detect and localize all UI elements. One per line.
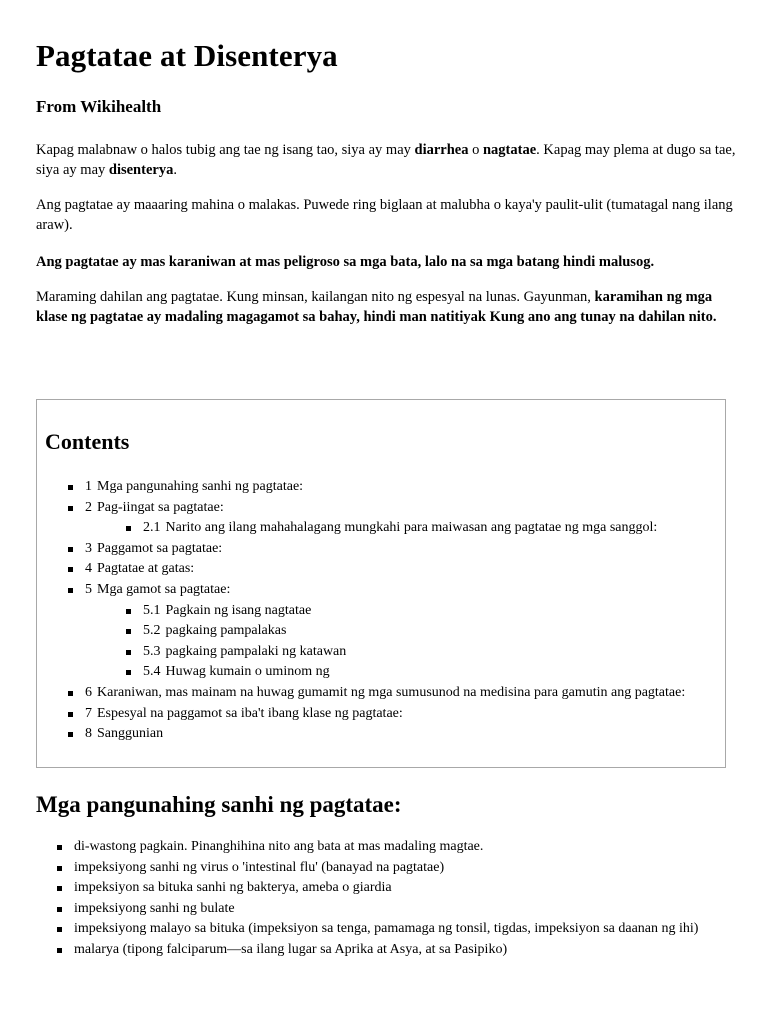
intro-paragraph-3 (36, 252, 736, 272)
toc-label: Pagtatae at gatas: (97, 561, 195, 577)
toc-label: Paggamot sa pagtatae: (97, 540, 223, 556)
text-run: . (173, 162, 177, 178)
toc-number: 8 (85, 726, 92, 742)
toc-label: Espesyal na paggamot sa iba't ibang klase ng pagtatae: (97, 705, 403, 721)
bold-statement: Ang pagtatae ay mas karaniwan at mas peligroso sa mga bata, lalo na sa mga batang hindi malusog. (36, 254, 655, 270)
toc-number: 7 (85, 705, 92, 721)
text-run: o (468, 142, 483, 158)
bold-statement: karamihan ng mga klase ng pagtatae ay madaling magagamot sa bahay, hindi man natitiyak Kung ano ang tunay na dahilan nito. (36, 289, 717, 325)
toc-number: 2.1 (143, 520, 161, 536)
toc-item-3[interactable] (67, 539, 727, 560)
toc-number: 1 (85, 479, 92, 494)
toc-item-2[interactable] (67, 498, 727, 539)
page-subtitle: From Wikihealth (36, 97, 162, 116)
text-run: Maraming dahilan ang pagtatae. Kung minsan, kailangan nito ng espesyal na lunas. Gayunman, (36, 289, 595, 305)
toc-number: 5.1 (143, 602, 161, 618)
toc-item-2-1[interactable] (125, 518, 727, 539)
toc-label: Pagkain ng isang nagtatae (165, 602, 312, 618)
intro-paragraph-1 (36, 140, 736, 180)
toc-item-5-4[interactable] (125, 662, 727, 683)
toc-item-5[interactable] (67, 580, 727, 683)
intro-paragraph-2: Ang pagtatae ay maaaring mahina o malakas. Puwede ring biglaan at malubha o kaya'y paulit-ulit (tumatagal nang ilang araw). (36, 197, 733, 233)
toc-item-8[interactable] (67, 724, 727, 745)
toc-item-6[interactable] (67, 683, 727, 704)
toc-item-7[interactable] (67, 704, 727, 725)
toc-label: Sanggunian (97, 726, 164, 742)
toc-label: pagkaing pampalakas (165, 623, 287, 639)
toc-sublist (85, 601, 727, 683)
toc-number: 5 (85, 581, 92, 597)
list-item: impeksiyong malayo sa bituka (impeksiyon sa tenga, pamamaga ng tonsil, tigdas, impeksiyon sa daanan ng ihi) (56, 919, 736, 940)
toc-number: 3 (85, 540, 92, 556)
text-run: . Kapag may plema at dugo sa tae, siya ay may (36, 142, 736, 178)
list-item: malarya (tipong falciparum—sa ilang lugar sa Aprika at Asya, at sa Pasipiko) (56, 940, 736, 961)
page-title: Pagtatae at Disenterya (36, 38, 338, 73)
term-disenterya: disenterya (108, 162, 174, 178)
toc-number: 2 (85, 499, 92, 515)
toc-item-5-2[interactable] (125, 621, 727, 642)
toc-item-5-1[interactable] (125, 601, 727, 622)
toc-label: Huwag kumain o uminom ng (165, 664, 330, 680)
toc-number: 5.2 (143, 623, 161, 639)
table-of-contents (36, 399, 726, 768)
causes-list (56, 837, 736, 961)
toc-number: 6 (85, 684, 92, 700)
toc-number: 5.3 (143, 643, 161, 659)
intro-paragraph-4 (36, 287, 736, 327)
list-item: impeksiyon sa bituka sanhi ng bakterya, ameba o giardia (56, 878, 736, 899)
toc-label: Mga pangunahing sanhi ng pagtatae: (97, 479, 304, 494)
toc-heading: Contents (45, 429, 130, 454)
term-diarrhea: diarrhea (414, 142, 469, 158)
toc-label: Narito ang ilang mahahalagang mungkahi para maiwasan ang pagtatae ng mga sanggol: (165, 520, 658, 536)
term-nagtatae: nagtatae (482, 142, 537, 158)
text-run: Kapag malabnaw o halos tubig ang tae ng isang tao, siya ay may (36, 142, 415, 158)
toc-label: Pag-iingat sa pagtatae: (97, 499, 224, 515)
toc-number: 5.4 (143, 664, 161, 680)
toc-list (67, 477, 727, 745)
toc-label: Mga gamot sa pagtatae: (97, 581, 231, 597)
toc-item-4[interactable] (67, 559, 727, 580)
section-heading-causes: Mga pangunahing sanhi ng pagtatae: (36, 792, 402, 817)
toc-label: pagkaing pampalaki ng katawan (165, 643, 347, 659)
toc-item-5-3[interactable] (125, 642, 727, 663)
toc-number: 4 (85, 561, 92, 577)
list-item: impeksiyong sanhi ng virus o 'intestinal flu' (banayad na pagtatae) (56, 858, 736, 879)
list-item: di-wastong pagkain. Pinanghihina nito ang bata at mas madaling magtae. (56, 837, 736, 858)
toc-item-1[interactable] (67, 477, 727, 498)
list-item: impeksiyong sanhi ng bulate (56, 899, 736, 920)
toc-label: Karaniwan, mas mainam na huwag gumamit ng mga sumusunod na medisina para gamutin ang pagtatae: (97, 684, 686, 700)
toc-sublist (85, 518, 727, 539)
